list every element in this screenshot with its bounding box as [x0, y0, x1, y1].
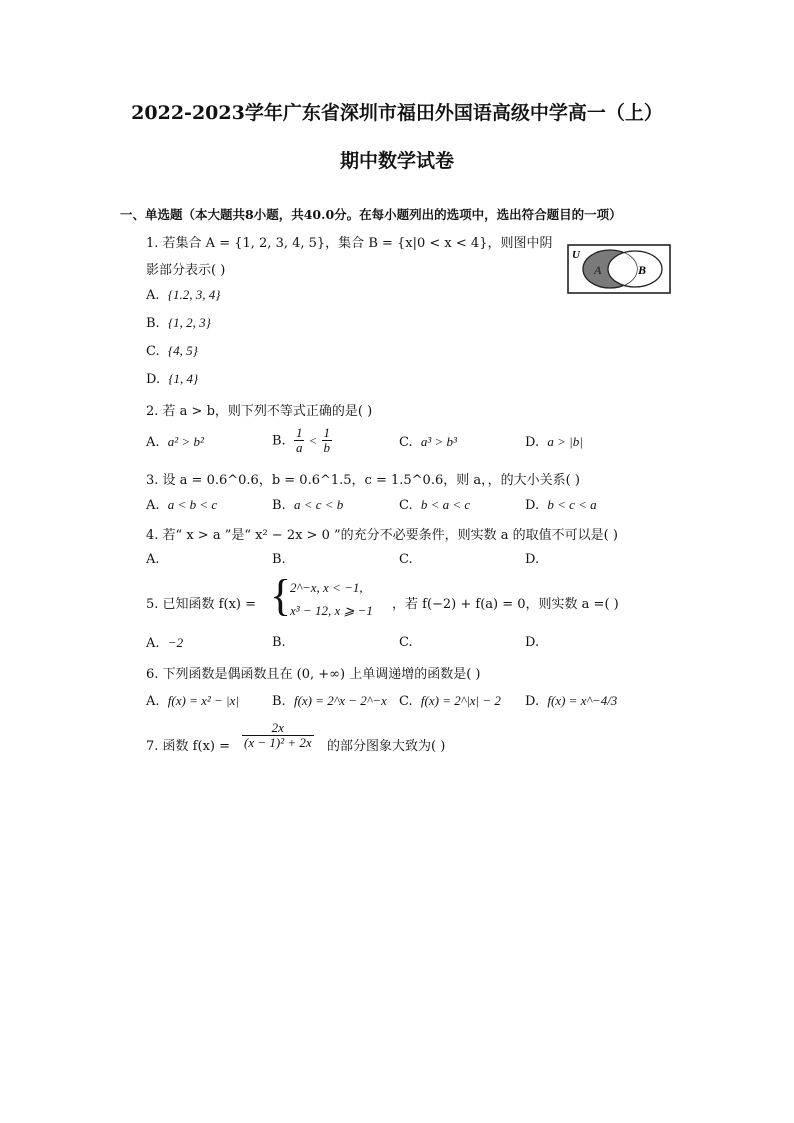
q2-option-d[interactable] — [525, 434, 583, 450]
denominator: a — [295, 440, 303, 456]
q1-option-a[interactable] — [146, 287, 220, 303]
denominator: b — [323, 440, 331, 456]
question-3-stem — [146, 469, 580, 488]
option-label: A. — [146, 435, 160, 450]
question-number: 6. — [146, 667, 159, 682]
q4-option-a[interactable] — [146, 552, 160, 567]
fraction-1-over-a — [294, 426, 305, 456]
question-4-stem — [146, 524, 618, 543]
numerator: 1 — [295, 425, 303, 440]
option-label: D. — [525, 635, 540, 650]
q6-option-d[interactable] — [525, 693, 617, 709]
q6-option-b[interactable] — [272, 693, 387, 709]
option-label: D. — [146, 372, 161, 387]
venn-label-b: B — [638, 263, 647, 277]
question-text: 设 a = 0.6^0.6，b = 0.6^1.5，c = 1.5^0.6，则 a，，的大小关系( ) — [162, 473, 580, 488]
exam-title-line1: 2022-2023学年广东省深圳市福田外国语高级中学高一（上） — [131, 102, 663, 124]
option-label: C. — [399, 694, 413, 709]
numerator: 1 — [323, 425, 331, 440]
question-text: 若 a > b，则下列不等式正确的是( ) — [162, 404, 373, 419]
q4-option-c[interactable] — [399, 552, 413, 567]
q4-option-b[interactable] — [272, 552, 286, 567]
q3-option-d[interactable] — [525, 497, 597, 513]
option-label: A. — [146, 288, 160, 303]
q7-fraction — [242, 721, 314, 751]
option-label: C. — [399, 435, 413, 450]
option-text: f(x) = x^−4/3 — [547, 693, 618, 708]
q5-option-c[interactable] — [399, 635, 413, 650]
option-text: b < c < a — [547, 497, 597, 512]
option-label: B. — [272, 635, 286, 650]
option-label: D. — [525, 694, 540, 709]
option-text: −2 — [167, 635, 184, 650]
option-label: B. — [146, 316, 160, 331]
question-7-prefix — [146, 735, 230, 754]
piecewise-case-2: x³ − 12, x ⩾ −1 — [290, 603, 373, 618]
q3-option-a[interactable] — [146, 497, 217, 513]
question-7-suffix: 的部分图象大致为( ) — [327, 739, 446, 754]
option-text: f(x) = x² − |x| — [167, 693, 239, 708]
q1-option-b[interactable] — [146, 315, 211, 331]
question-2-stem — [146, 400, 372, 419]
option-text: {1.2, 3, 4} — [167, 287, 221, 302]
option-label: C. — [399, 635, 413, 650]
piecewise-brace: { — [270, 571, 292, 620]
option-text: a² > b² — [167, 434, 204, 449]
q1-option-d[interactable] — [146, 371, 198, 387]
venn-diagram — [566, 243, 672, 295]
option-text: a < c < b — [293, 497, 344, 512]
option-label: D. — [525, 552, 540, 567]
option-label: C. — [146, 344, 160, 359]
question-text: 函数 f(x) = — [162, 739, 230, 754]
option-label: A. — [146, 636, 160, 651]
option-label: D. — [525, 435, 540, 450]
option-text: b < a < c — [420, 497, 471, 512]
q6-option-c[interactable] — [399, 693, 501, 709]
q2-option-b[interactable] — [272, 426, 332, 456]
q5-option-b[interactable] — [272, 635, 286, 650]
option-text: {4, 5} — [167, 343, 198, 358]
option-label: C. — [399, 552, 413, 567]
question-text: 下列函数是偶函数且在 (0, +∞) 上单调递增的函数是( ) — [162, 667, 481, 682]
option-text: f(x) = 2^x − 2^−x — [293, 693, 387, 708]
option-text: {1, 2, 3} — [167, 315, 211, 330]
option-text: {1, 4} — [168, 371, 199, 386]
q5-option-d[interactable] — [525, 635, 539, 650]
q1-option-c[interactable] — [146, 343, 198, 359]
option-text: a < b < c — [167, 497, 218, 512]
venn-label-a: A — [594, 263, 603, 277]
q2-option-c[interactable] — [399, 434, 457, 450]
question-number: 4. — [146, 528, 159, 543]
q6-option-a[interactable] — [146, 693, 239, 709]
option-label: B. — [272, 498, 286, 513]
q4-option-d[interactable] — [525, 552, 539, 567]
option-label: B. — [272, 433, 286, 449]
question-number: 2. — [146, 404, 159, 419]
option-label: A. — [146, 552, 160, 567]
question-6-stem — [146, 663, 481, 682]
numerator: 2x — [242, 721, 314, 736]
question-5-prefix — [146, 593, 256, 612]
section-heading: 一、单选题（本大题共8小题，共40.0分。在每小题列出的选项中，选出符合题目的一项） — [120, 207, 622, 222]
question-number: 7. — [146, 739, 159, 754]
q3-option-b[interactable] — [272, 497, 343, 513]
venn-label-u: U — [572, 249, 580, 261]
function-fraction — [242, 721, 314, 751]
denominator: (x − 1)² + 2x — [244, 735, 312, 751]
option-label: D. — [525, 498, 540, 513]
question-text: 若“ x > a ”是“ x² − 2x > 0 ”的充分不必要条件，则实数 a 的取值不可以是( ) — [162, 528, 618, 543]
piecewise-case-1: 2^−x, x < −1, — [290, 580, 363, 595]
option-text: a > |b| — [547, 434, 583, 449]
operator: < — [308, 432, 318, 448]
question-number: 5. — [146, 597, 159, 612]
q5-option-a[interactable] — [146, 635, 183, 651]
question-number: 1. — [146, 236, 159, 251]
exam-title-line2: 期中数学试卷 — [339, 150, 454, 172]
q2-option-a[interactable] — [146, 434, 204, 450]
question-text: 若集合 A = {1, 2, 3, 4, 5}，集合 B = {x|0 < x < 4}，则图中阴 — [162, 236, 553, 251]
option-label: C. — [399, 498, 413, 513]
question-text: 已知函数 f(x) = — [162, 597, 256, 612]
question-1-stem-cont: 影部分表示( ) — [146, 263, 226, 278]
option-label: A. — [146, 694, 160, 709]
option-text: f(x) = 2^|x| − 2 — [420, 693, 501, 708]
option-text: a³ > b³ — [420, 434, 457, 449]
option-label: A. — [146, 498, 160, 513]
question-5-suffix: ，若 f(−2) + f(a) = 0，则实数 a =( ) — [392, 597, 619, 612]
question-number: 3. — [146, 473, 159, 488]
fraction-1-over-b — [322, 426, 333, 456]
option-label: B. — [272, 552, 286, 567]
option-label: B. — [272, 694, 286, 709]
question-1-stem — [146, 232, 552, 251]
q3-option-c[interactable] — [399, 497, 470, 513]
